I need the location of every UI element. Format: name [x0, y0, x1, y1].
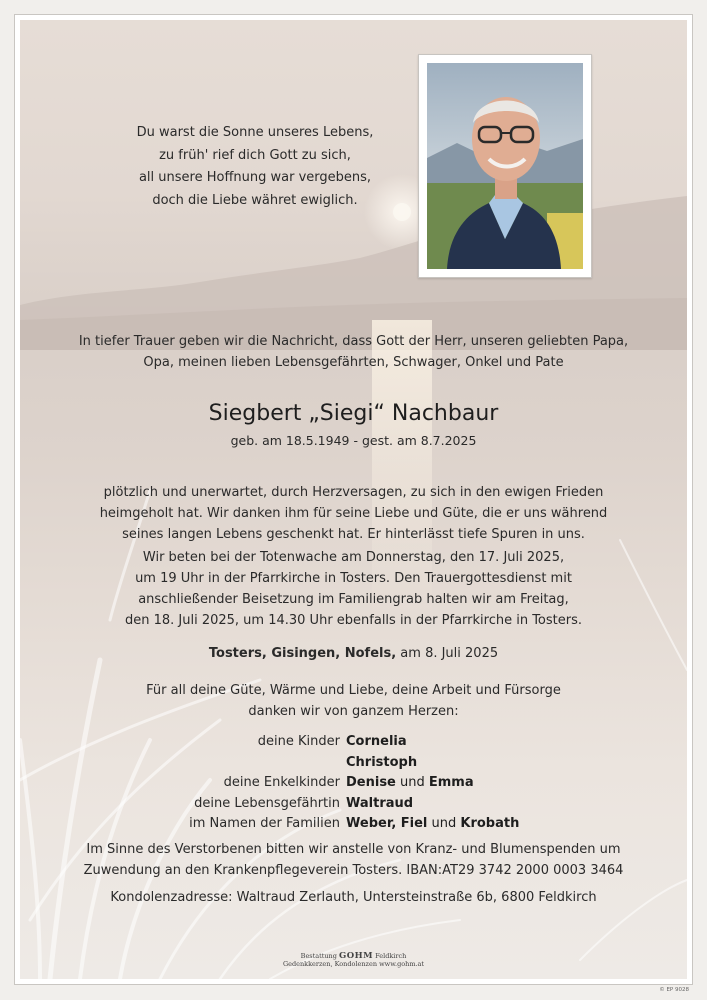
- death-notice-paragraph: [40, 482, 667, 545]
- mourners-row-families: [150, 814, 550, 835]
- donation-request: [40, 839, 667, 881]
- thanks-line: danken wir von ganzem Herzen:: [248, 704, 459, 719]
- mourner-names: [346, 773, 474, 794]
- mourner-name: Christoph: [346, 754, 418, 770]
- mourner-name: Denise: [346, 775, 396, 790]
- places: Tosters, Gisingen, Nofels,: [208, 646, 397, 661]
- wishes-line: Zuwendung an den Krankenpflegeverein Tosters. IBAN:AT29 3742 2000 0003 3464: [83, 863, 624, 878]
- funeral-home-website: Gedenkkerzen, Kondolenzen www.gohm.at: [282, 960, 425, 968]
- poem-line: doch die Liebe währet ewiglich.: [152, 192, 358, 208]
- deceased-name: Siegbert „Siegi“ Nachbaur: [208, 401, 499, 426]
- mourners-row-partner: [150, 794, 550, 815]
- paragraph-line: Wir beten bei der Totenwache am Donnerstag, den 17. Juli 2025,: [142, 550, 565, 565]
- portrait-photo: [427, 63, 583, 269]
- intro-line: In tiefer Trauer geben wir die Nachricht, dass Gott der Herr, unseren geliebten Papa,: [78, 334, 629, 349]
- paragraph-line: anschließender Beisetzung im Familiengrab halten wir am Freitag,: [138, 592, 569, 607]
- portrait-photo-frame: [418, 54, 592, 278]
- conjunction: und: [395, 775, 429, 790]
- funeral-home-logo: GOHM: [338, 951, 374, 961]
- mourner-name: Cornelia: [346, 734, 407, 749]
- conjunction: und: [427, 816, 461, 831]
- paragraph-line: den 18. Juli 2025, um 14.30 Uhr ebenfalls in der Pfarrkirche in Tosters.: [124, 613, 583, 628]
- announcement-intro: [40, 331, 667, 373]
- poem-line: all unsere Hoffnung war vergebens,: [138, 170, 372, 185]
- relation-label: im Namen der Familien: [189, 816, 340, 831]
- mourners-row-children: [150, 732, 550, 753]
- relation-label: deine Kinder: [257, 734, 340, 749]
- relation-label-empty: [150, 753, 346, 774]
- paragraph-line: plötzlich und unerwartet, durch Herzversagen, zu sich in den ewigen Frieden: [103, 485, 604, 500]
- mourner-name: Waltraud: [346, 795, 414, 811]
- mourners-list: [150, 732, 550, 835]
- paragraph-line: seines langen Lebens geschenkt hat. Er hinterlässt tiefe Spuren in uns.: [122, 527, 585, 542]
- document-code: © EP 9028: [659, 987, 689, 993]
- funeral-home-name: [240, 952, 467, 960]
- footer-suffix: Feldkirch: [373, 952, 407, 960]
- notice-date: am 8. Juli 2025: [396, 646, 499, 661]
- life-dates: geb. am 18.5.1949 - gest. am 8.7.2025: [230, 433, 477, 448]
- thanks-line: Für all deine Güte, Wärme und Liebe, deine Arbeit und Fürsorge: [146, 683, 561, 698]
- relation-label: deine Enkelkinder: [223, 775, 340, 790]
- condolence-address: Kondolenzadresse: Waltraud Zerlauth, Untersteinstraße 6b, 6800 Feldkirch: [110, 890, 597, 905]
- memorial-poem: [110, 122, 400, 212]
- funeral-home-footer: [240, 952, 467, 968]
- mourner-name: Krobath: [460, 816, 520, 831]
- mourner-name: Weber, Fiel: [346, 816, 428, 831]
- mourner-names: [346, 814, 519, 835]
- funeral-service-paragraph: [40, 547, 667, 631]
- poem-line: zu früh' rief dich Gott zu sich,: [159, 147, 351, 163]
- poem-line: Du warst die Sonne unseres Lebens,: [136, 125, 374, 140]
- paragraph-line: heimgeholt hat. Wir danken ihm für seine Liebe und Güte, die er uns während: [99, 506, 608, 521]
- thanks-paragraph: [40, 680, 667, 722]
- intro-line: Opa, meinen lieben Lebensgefährten, Schwager, Onkel und Pate: [143, 355, 564, 370]
- mourners-row-grandchildren: [150, 773, 550, 794]
- paragraph-line: um 19 Uhr in der Pfarrkirche in Tosters. Den Trauergottesdienst mit: [135, 571, 572, 586]
- place-and-date: [40, 643, 667, 664]
- footer-prefix: Bestattung: [300, 952, 339, 960]
- relation-label: deine Lebensgefährtin: [194, 795, 340, 811]
- mourner-name: Emma: [428, 775, 474, 790]
- wishes-line: Im Sinne des Verstorbenen bitten wir anstelle von Kranz- und Blumenspenden um: [86, 842, 621, 857]
- mourners-row-children-2: [150, 753, 550, 774]
